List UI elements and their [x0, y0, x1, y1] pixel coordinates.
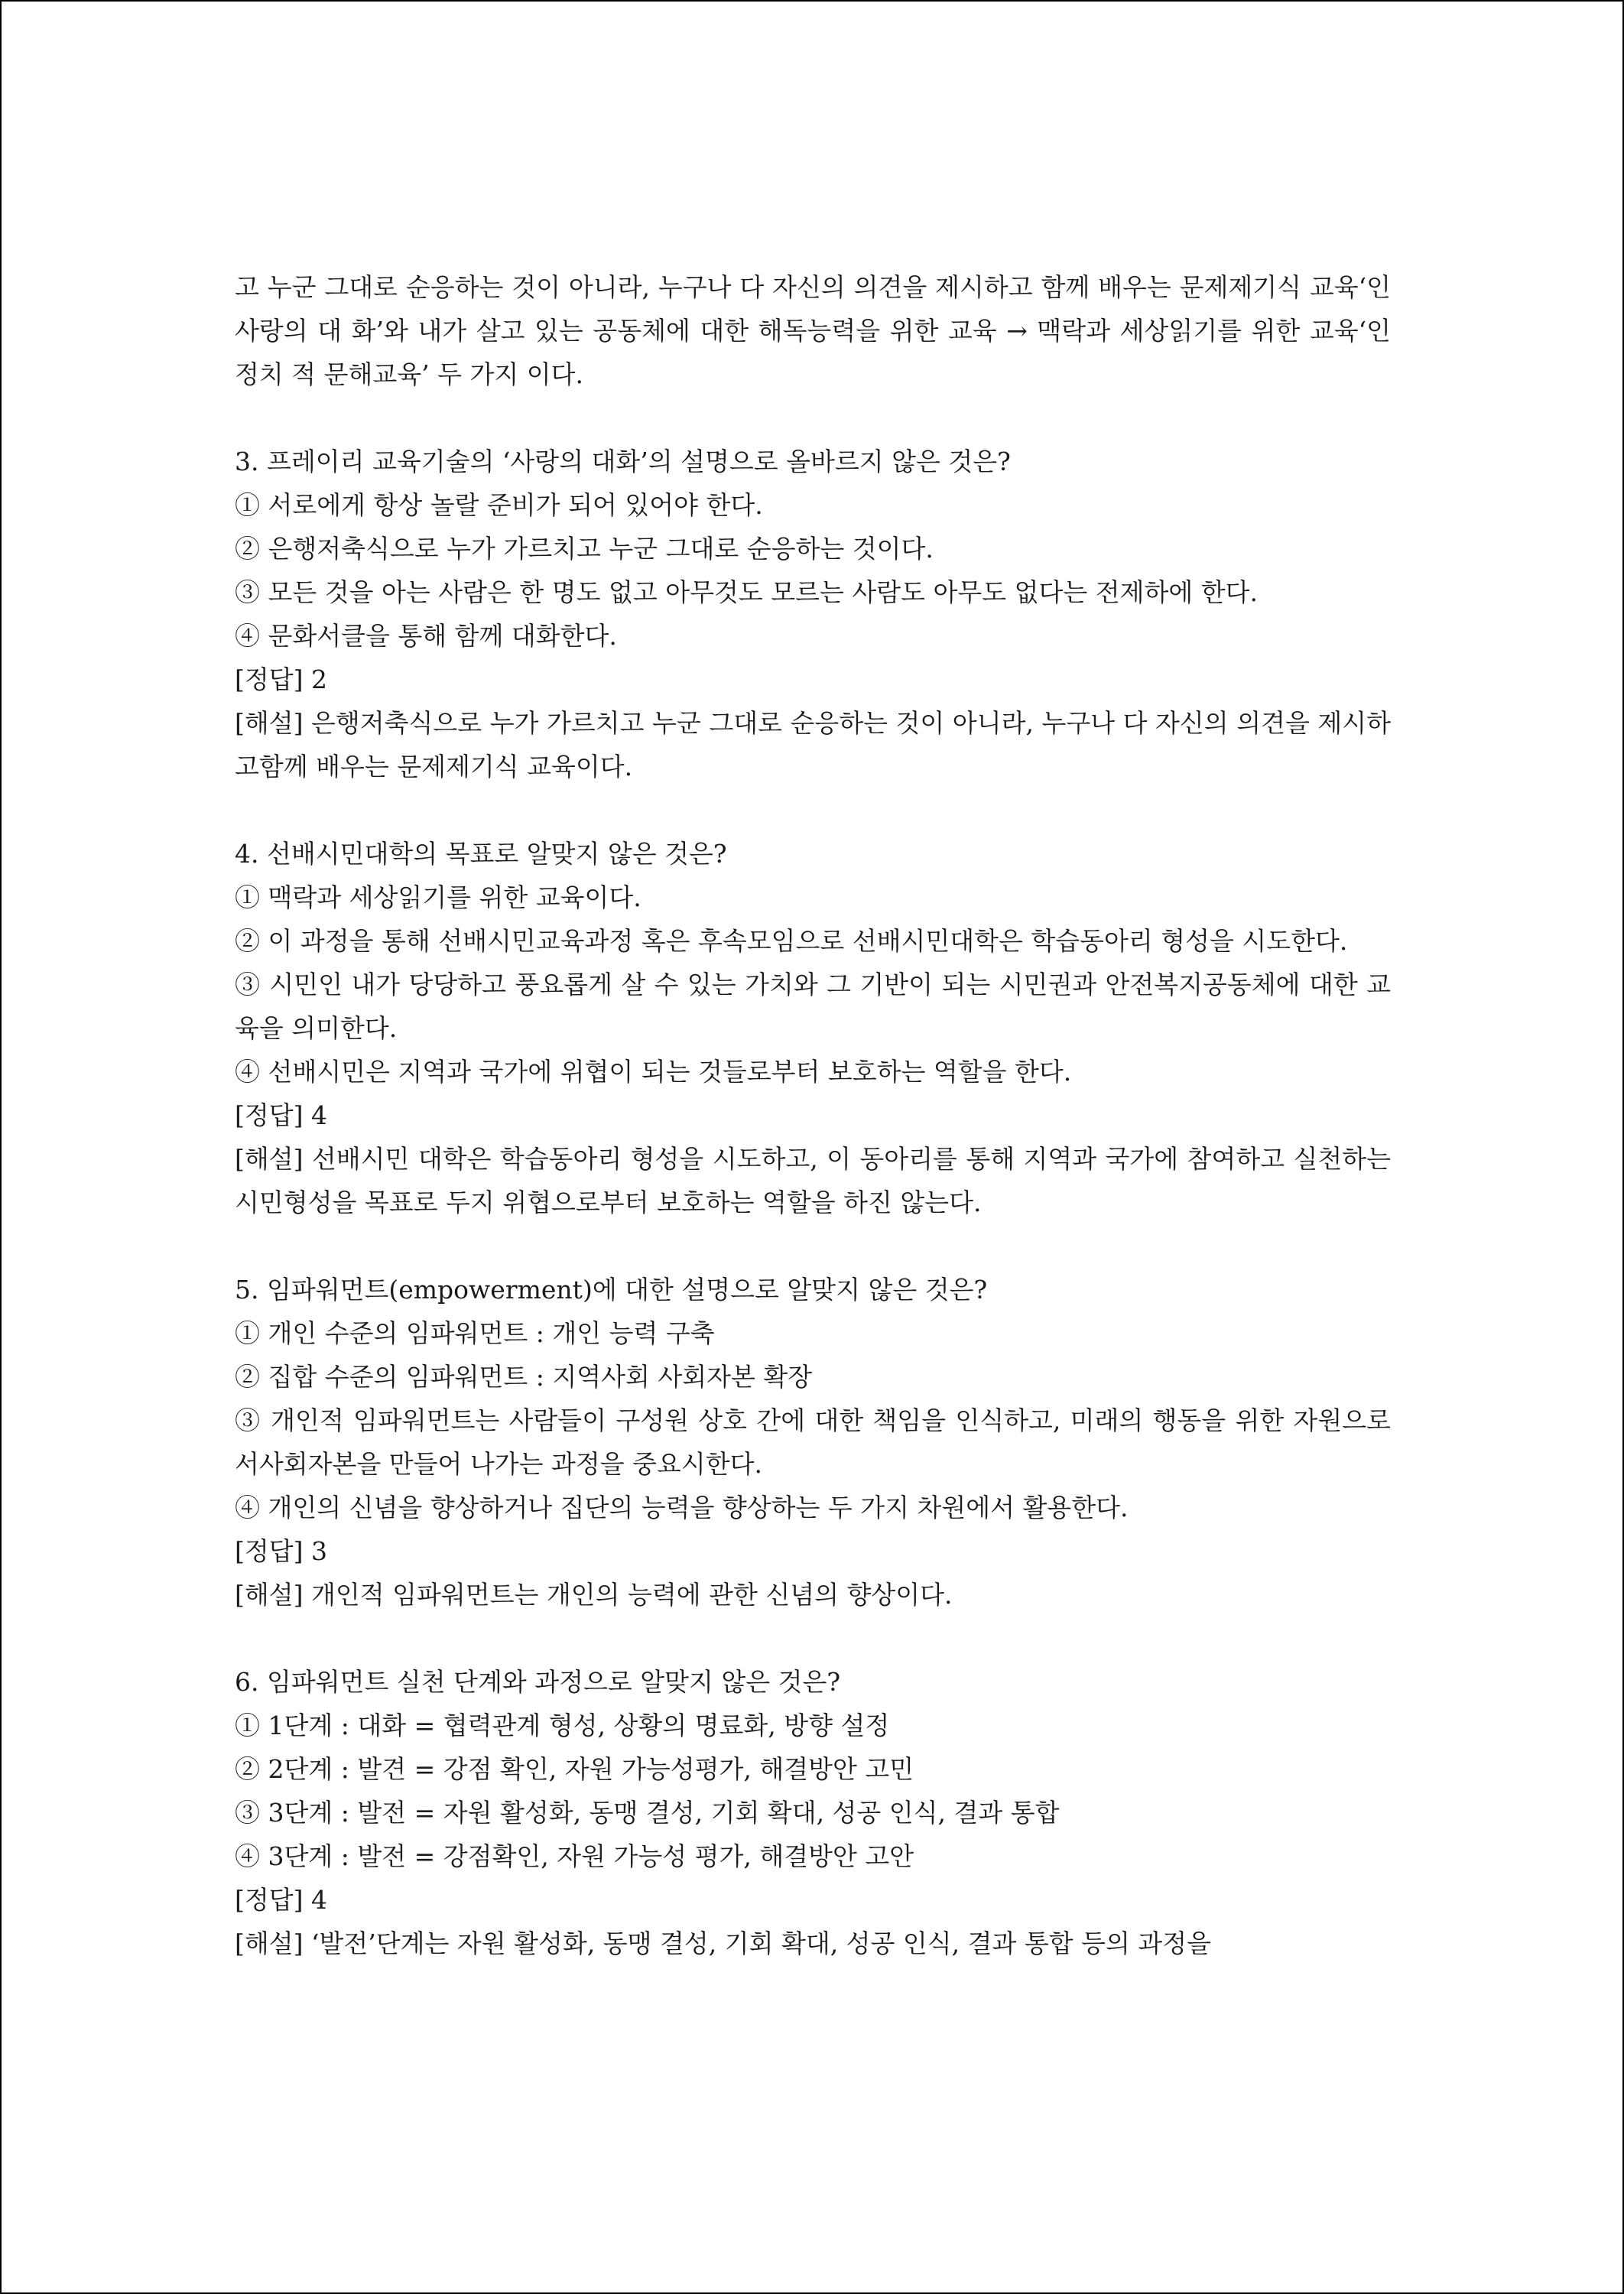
question-stem: 6. 임파워먼트 실천 단계와 과정으로 알맞지 않은 것은? [235, 1667, 841, 1697]
question-stem: 3. 프레이리 교육기술의 ‘사랑의 대화’의 설명으로 올바르지 않은 것은? [235, 447, 1011, 476]
spacer [235, 1224, 1391, 1268]
option-3: ③ 모든 것을 아는 사람은 한 명도 없고 아무것도 모르는 사람도 아무도 없다는 전제하에 한다. [235, 577, 1258, 607]
option-3: ③ 시민인 내가 당당하고 풍요롭게 살 수 있는 가치와 그 기반이 되는 시민권과 안전복지공동체에 대한 교육을 의미한다. [235, 970, 1391, 1043]
option-4: ④ 문화서클을 통해 함께 대화한다. [235, 621, 617, 651]
option-2: ② 집합 수준의 임파워먼트 : 지역사회 사회자본 확장 [235, 1362, 813, 1392]
option-3: ③ 3단계 : 발전 = 자원 활성화, 동맹 결성, 기회 확대, 성공 인식, 결과 통합 [235, 1798, 1060, 1828]
option-1: ① 서로에게 항상 놀랄 준비가 되어 있어야 한다. [235, 490, 763, 520]
option-2: ② 은행저축식으로 누가 가르치고 누군 그대로 순응하는 것이다. [235, 534, 934, 564]
option-1: ① 맥락과 세상읽기를 위한 교육이다. [235, 882, 641, 912]
answer-line: [정답] 4 [235, 1885, 327, 1915]
option-4: ④ 개인의 신념을 향상하거나 집단의 능력을 향상하는 두 가지 차원에서 활용한다. [235, 1493, 1129, 1522]
option-4: ④ 선배시민은 지역과 국가에 위협이 되는 것들로부터 보호하는 역할을 한다. [235, 1057, 1072, 1087]
option-1: ① 1단계 : 대화 = 협력관계 형성, 상황의 명료화, 방향 설정 [235, 1711, 890, 1740]
question-stem: 4. 선배시민대학의 목표로 알맞지 않은 것은? [235, 839, 727, 869]
question-4 [235, 832, 1391, 1224]
option-1: ① 개인 수준의 임파워먼트 : 개인 능력 구축 [235, 1318, 715, 1348]
option-2: ② 이 과정을 통해 선배시민교육과정 혹은 후속모임으로 선배시민대학은 학습동아리 형성을 시도한다. [235, 926, 1348, 956]
answer-line: [정답] 3 [235, 1536, 327, 1566]
answer-line: [정답] 4 [235, 1100, 327, 1130]
spacer [235, 788, 1391, 832]
spacer [235, 1617, 1391, 1660]
answer-line: [정답] 2 [235, 664, 327, 694]
explanation-line: [해설] 개인적 임파워먼트는 개인의 능력에 관한 신념의 향상이다. [235, 1580, 953, 1610]
intro-paragraph: 고 누군 그대로 순응하는 것이 아니라, 누구나 다 자신의 의견을 제시하고 함께 배우는 문제제기식 교육‘인 사랑의 대 화’와 내가 살고 있는 공동체에 대한 해독능력을 위한 교육 → 맥락과 세상읽기를 위한 교육‘인 정치 적 문해교육’ 두 가지 이다. [235, 272, 1391, 389]
option-2: ② 2단계 : 발견 = 강점 확인, 자원 가능성평가, 해결방안 고민 [235, 1754, 914, 1784]
question-stem: 5. 임파워먼트(empowerment)에 대한 설명으로 알맞지 않은 것은? [235, 1275, 988, 1305]
question-3 [235, 440, 1391, 788]
question-6 [235, 1660, 1391, 1965]
option-4: ④ 3단계 : 발전 = 강점확인, 자원 가능성 평가, 해결방안 고안 [235, 1841, 914, 1871]
explanation-line: [해설] 은행저축식으로 누가 가르치고 누군 그대로 순응하는 것이 아니라, 누구나 다 자신의 의견을 제시하고함께 배우는 문제제기식 교육이다. [235, 708, 1391, 781]
explanation-line: [해설] 선배시민 대학은 학습동아리 형성을 시도하고, 이 동아리를 통해 지역과 국가에 참여하고 실천하는 시민형성을 목표로 두지 위협으로부터 보호하는 역할을 하진 않는다. [235, 1144, 1391, 1217]
option-3: ③ 개인적 임파워먼트는 사람들이 구성원 상호 간에 대한 책임을 인식하고, 미래의 행동을 위한 자원으로서사회자본을 만들어 나가는 과정을 중요시한다. [235, 1405, 1391, 1479]
spacer [235, 396, 1391, 440]
explanation-line: [해설] ‘발전’단계는 자원 활성화, 동맹 결성, 기회 확대, 성공 인식, 결과 통합 등의 과정을 [235, 1928, 1212, 1958]
question-5 [235, 1268, 1391, 1617]
document-body [235, 265, 1391, 1965]
